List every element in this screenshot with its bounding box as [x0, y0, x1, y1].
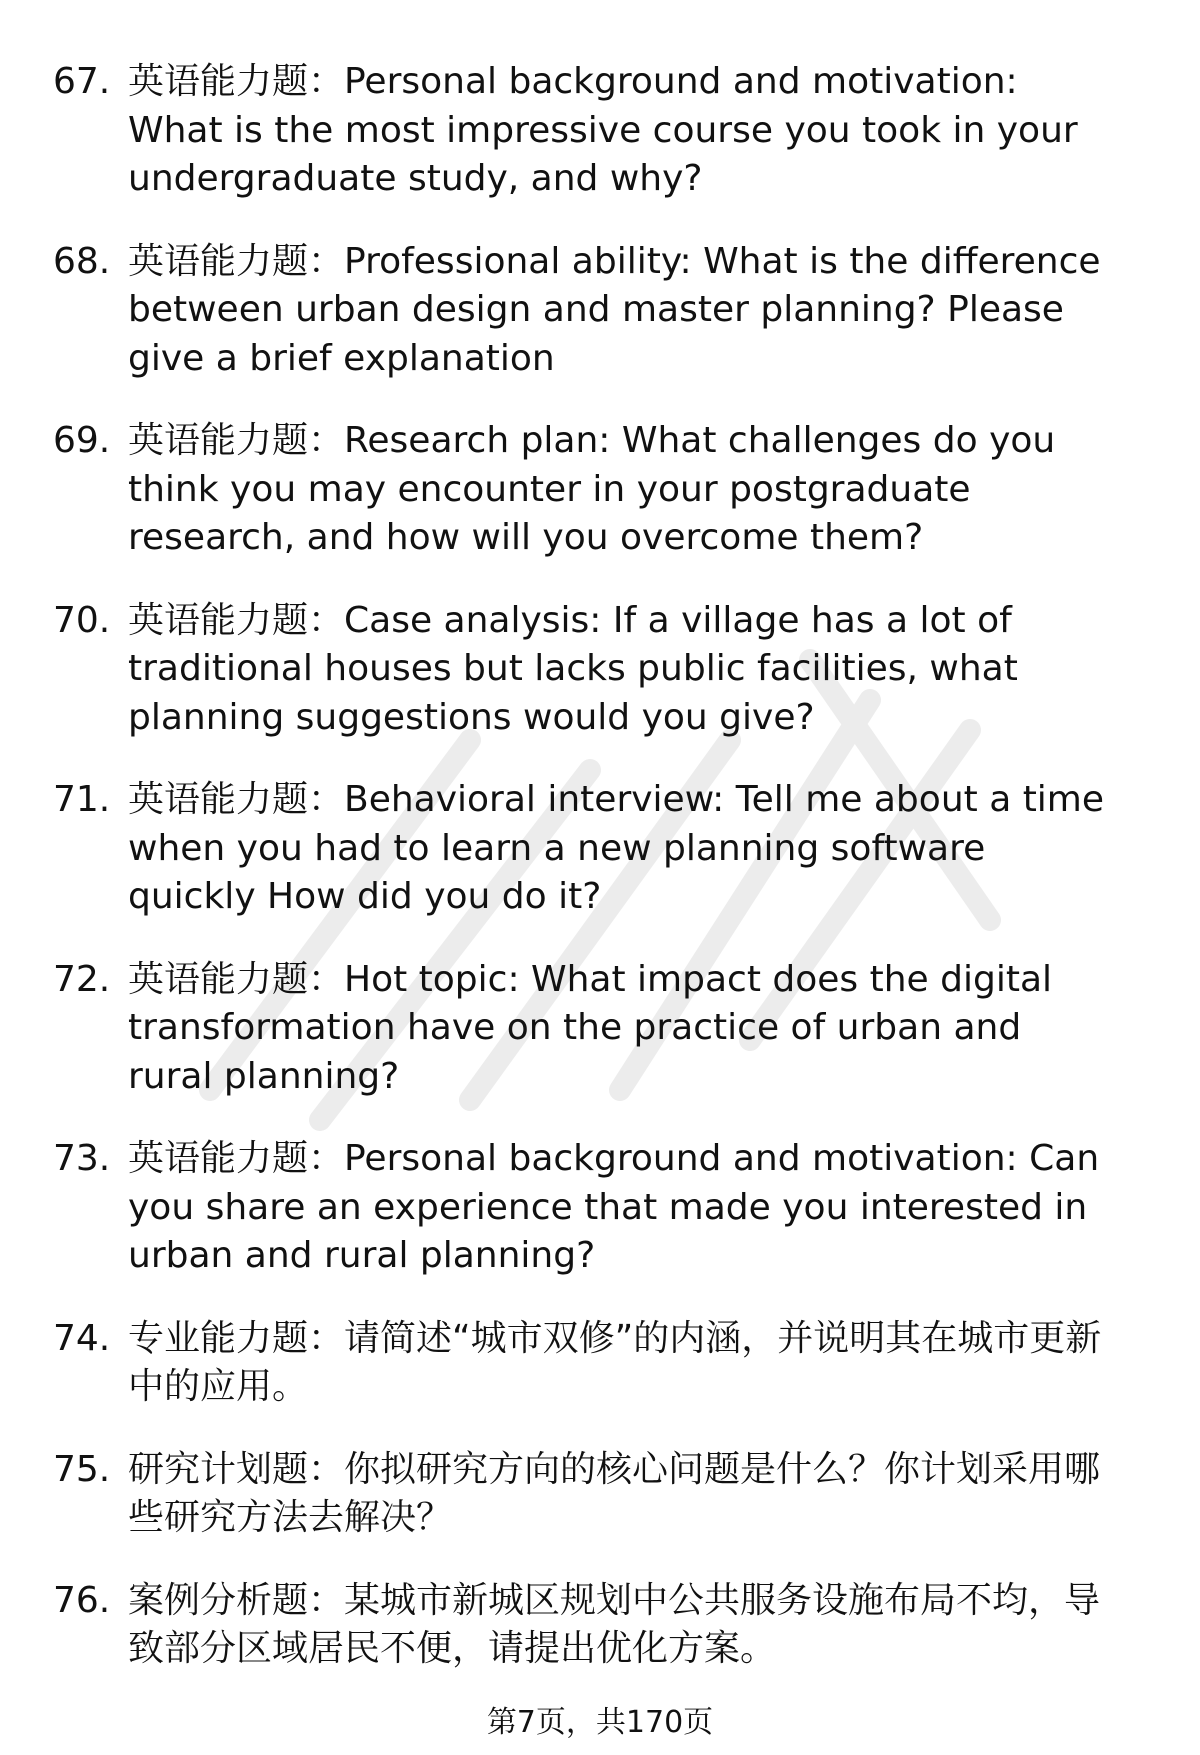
list-item — [0, 776, 1200, 922]
question-number: 74. — [53, 1317, 111, 1359]
question-text: 英语能力题：Research plan: What challenges do you think you may encounter in your postgraduate research, and how will you overcome them? — [128, 420, 1056, 558]
question-text: 英语能力题：Personal background and motivation: Can you share an experience that made you interested in urban and rural planning? — [128, 1138, 1100, 1276]
question-list — [0, 58, 1200, 1708]
question-number: 71. — [53, 779, 111, 820]
question-text: 案例分析题：某城市新城区规划中公共服务设施布局不均，导致部分区域居民不便，请提出优化方案。 — [128, 1579, 1101, 1669]
question-number: 68. — [53, 240, 111, 282]
question-number: 67. — [53, 61, 111, 102]
question-number: 76. — [53, 1579, 111, 1621]
list-item — [0, 417, 1200, 563]
question-number: 73. — [53, 1138, 111, 1179]
question-text: 英语能力题：Hot topic: What impact does the digital transformation have on the practice of urban and rural planning? — [128, 958, 1053, 1097]
question-number: 69. — [53, 420, 111, 461]
question-number: 70. — [53, 599, 111, 641]
list-item — [0, 58, 1200, 204]
question-text: 英语能力题：Behavioral interview: Tell me about a time when you had to learn a new planning software quickly How did you do it? — [128, 779, 1105, 917]
question-number: 75. — [53, 1448, 111, 1490]
list-item — [0, 238, 1200, 384]
list-item — [0, 597, 1200, 743]
question-text: 研究计划题：你拟研究方向的核心问题是什么？你计划采用哪些研究方法去解决？ — [128, 1448, 1101, 1538]
list-item — [0, 1577, 1200, 1674]
list-item — [0, 1446, 1200, 1543]
question-text: 英语能力题：Case analysis: If a village has a lot of traditional houses but lacks public facilities, what planning suggestions would you give? — [128, 599, 1018, 738]
list-item — [0, 956, 1200, 1102]
question-text: 专业能力题：请简述“城市双修”的内涵，并说明其在城市更新中的应用。 — [128, 1317, 1102, 1407]
list-item — [0, 1315, 1200, 1412]
list-item — [0, 1135, 1200, 1281]
question-text: 英语能力题：Personal background and motivation: What is the most impressive course you took in your undergraduate study, and why? — [128, 61, 1078, 199]
question-number: 72. — [53, 958, 111, 1000]
question-text: 英语能力题：Professional ability: What is the difference between urban design and master planning? Please give a brief explanation — [128, 240, 1101, 379]
page-number-footer: 第7页，共170页 — [486, 1705, 714, 1740]
